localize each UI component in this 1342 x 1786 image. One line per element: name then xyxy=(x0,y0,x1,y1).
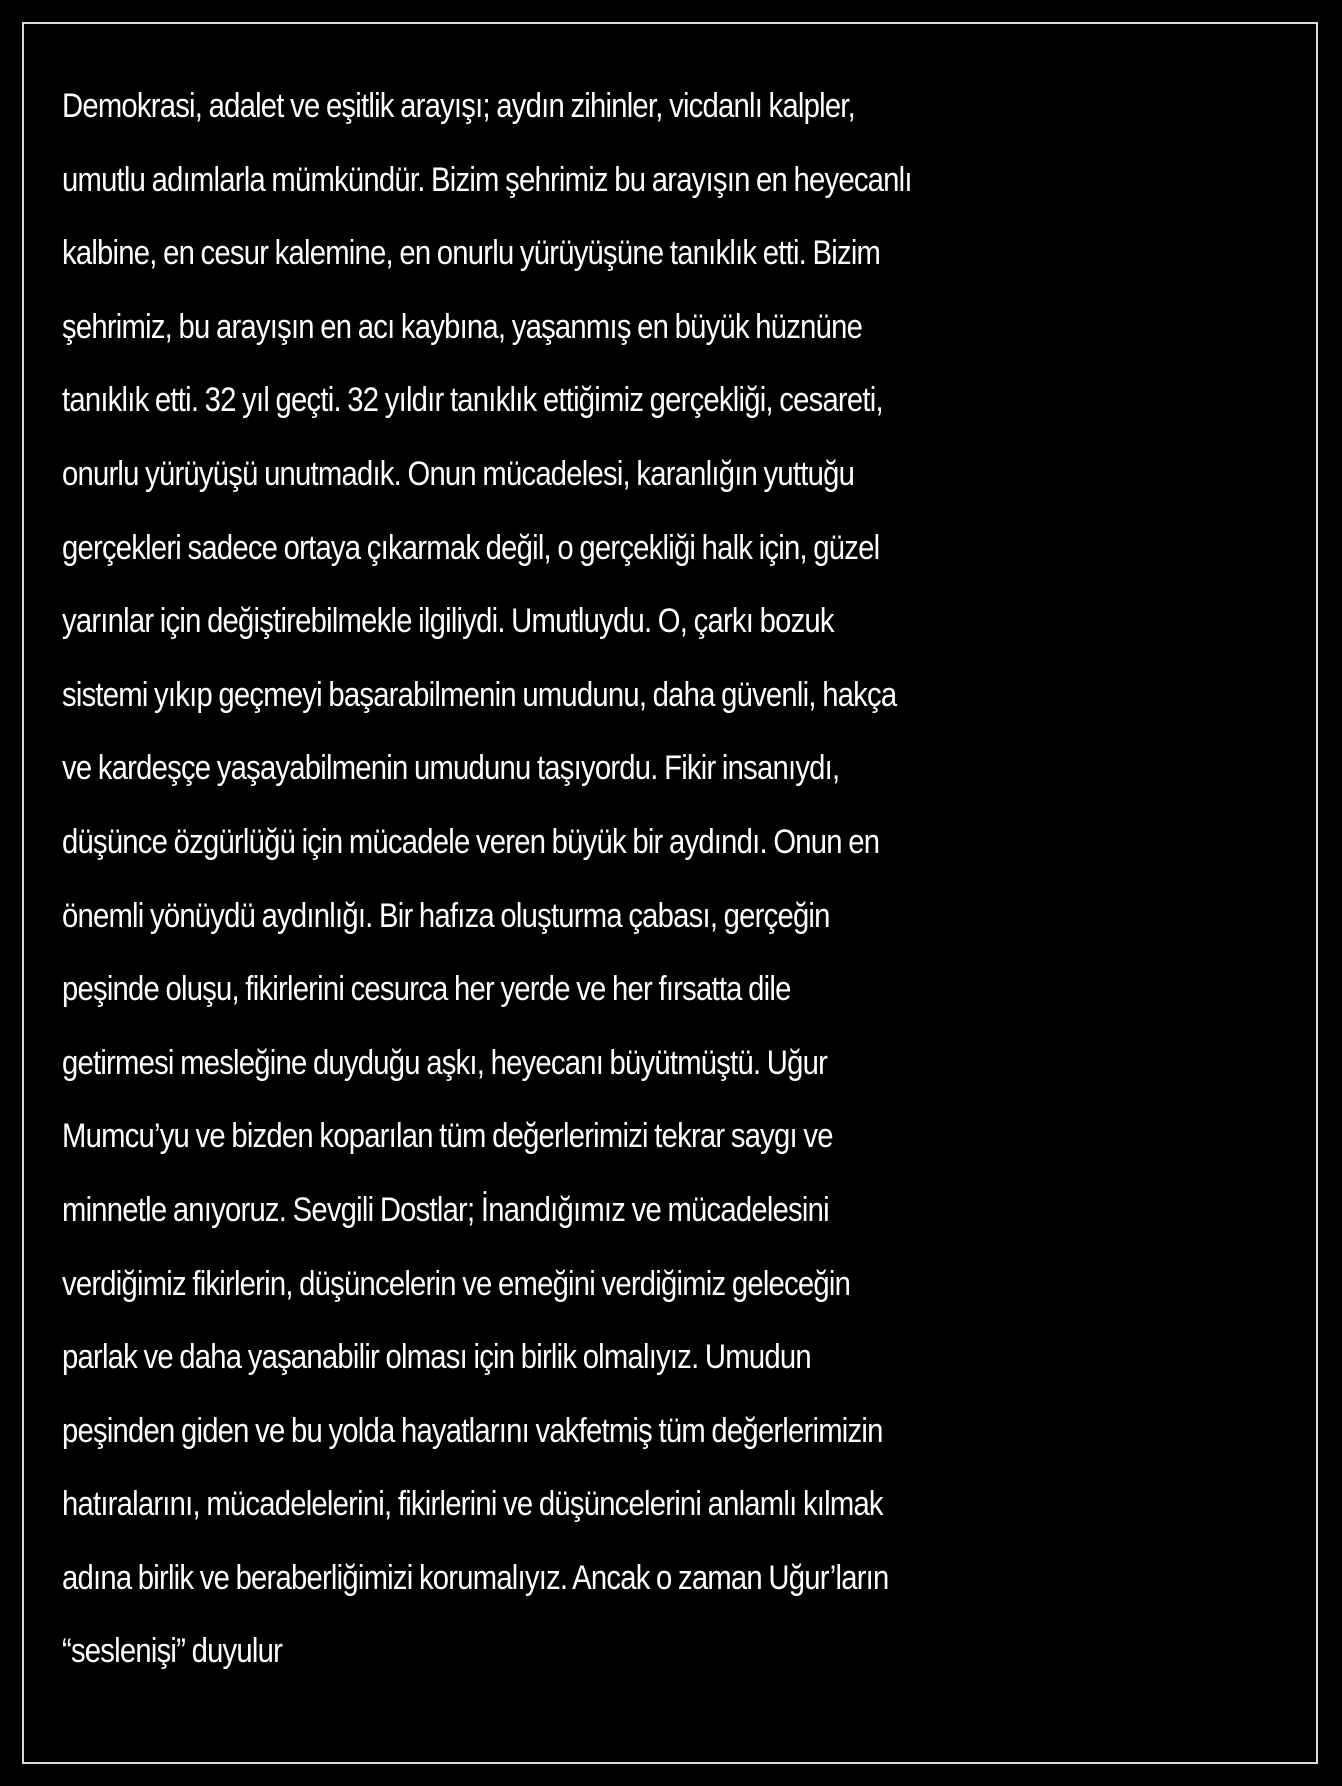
text-line: hatıralarını, mücadelelerini, fikirlerini ve düşüncelerini anlamlı kılmak xyxy=(62,1485,883,1524)
text-line: yarınlar için değiştirebilmekle ilgiliydi. Umutluydu. O, çarkı bozuk xyxy=(62,602,834,641)
text-line: peşinden giden ve bu yolda hayatlarını vakfetmiş tüm değerlerimizin xyxy=(62,1411,883,1450)
text-line: getirmesi mesleğine duyduğu aşkı, heyecanı büyütmüştü. Uğur xyxy=(62,1043,828,1082)
text-line: önemli yönüydü aydınlığı. Bir hafıza oluşturma çabası, gerçeğin xyxy=(62,896,830,935)
text-line: şehrimiz, bu arayışın en acı kaybına, yaşanmış en büyük hüznüne xyxy=(62,307,863,346)
text-line: ve kardeşçe yaşayabilmenin umudunu taşıyordu. Fikir insanıydı, xyxy=(62,749,840,788)
text-line: umutlu adımlarla mümkündür. Bizim şehrimiz bu arayışın en heyecanlı xyxy=(62,160,912,199)
text-line: “seslenişi” duyulur xyxy=(62,1632,283,1671)
text-line: sistemi yıkıp geçmeyi başarabilmenin umudunu, daha güvenli, hakça xyxy=(62,675,897,714)
text-line: peşinde oluşu, fikirlerini cesurca her yerde ve her fırsatta dile xyxy=(62,970,791,1009)
text-line: verdiğimiz fikirlerin, düşüncelerin ve emeğini verdiğimiz geleceğin xyxy=(62,1264,851,1303)
text-line: Mumcu’yu ve bizden koparılan tüm değerlerimizi tekrar saygı ve xyxy=(62,1117,833,1156)
text-line: tanıklık etti. 32 yıl geçti. 32 yıldır tanıklık ettiğimiz gerçekliği, cesareti, xyxy=(62,381,883,420)
text-line: gerçekleri sadece ortaya çıkarmak değil, o gerçekliği halk için, güzel xyxy=(62,528,880,567)
body-text xyxy=(62,70,1120,1689)
text-line: onurlu yürüyüşü unutmadık. Onun mücadelesi, karanlığın yuttuğu xyxy=(62,454,855,493)
text-line: adına birlik ve beraberliğimizi korumalıyız. Ancak o zaman Uğur’ların xyxy=(62,1558,889,1597)
text-line: Demokrasi, adalet ve eşitlik arayışı; aydın zihinler, vicdanlı kalpler, xyxy=(62,87,856,125)
text-line: parlak ve daha yaşanabilir olması için birlik olmalıyız. Umudun xyxy=(62,1338,811,1377)
text-line: minnetle anıyoruz. Sevgili Dostlar; İnandığımız ve mücadelesini xyxy=(62,1190,829,1229)
text-line: kalbine, en cesur kalemine, en onurlu yürüyüşüne tanıklık etti. Bizim xyxy=(62,234,881,273)
text-line: düşünce özgürlüğü için mücadele veren büyük bir aydındı. Onun en xyxy=(62,822,880,861)
